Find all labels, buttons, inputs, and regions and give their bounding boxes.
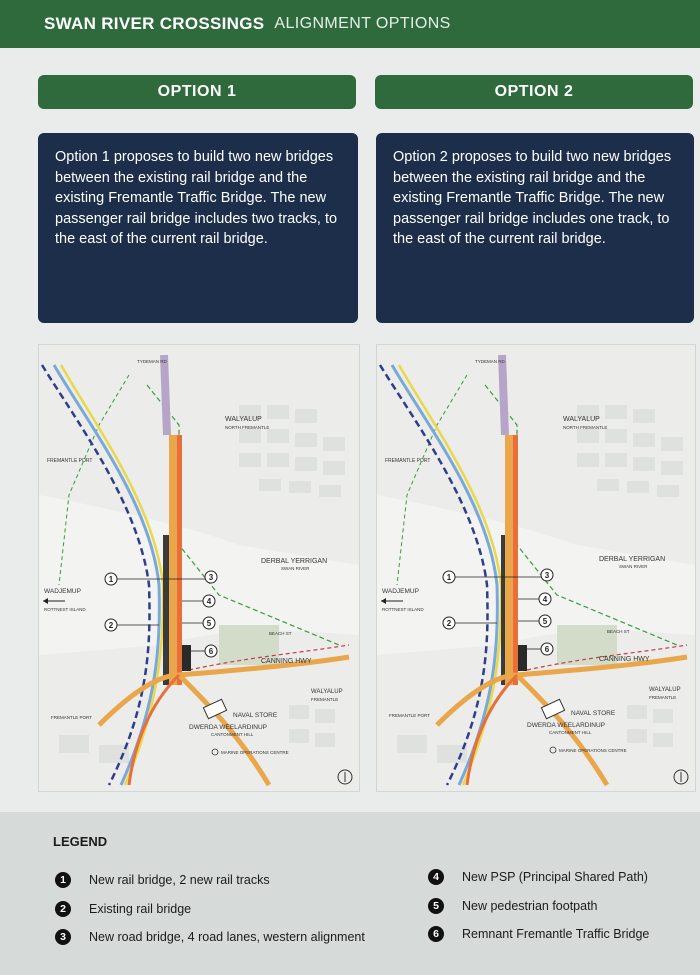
map2-marine-operations-centre: MARINE OPERATIONS CENTRE — [559, 748, 627, 753]
map1-fremantle-port-2: FREMANTLE PORT — [51, 715, 92, 720]
legend-item-6 — [428, 926, 649, 942]
map2-dwerda-weelardinup: DWERDA WEELARDINUP — [527, 722, 606, 729]
map2-fremantle: FREMANTLE — [649, 695, 677, 700]
map2-walyalup: WALYALUP — [563, 416, 600, 423]
legend-item-5 — [428, 898, 598, 914]
legend-number-6: 6 — [428, 926, 444, 942]
map1-wadjemup: WADJEMUP — [44, 588, 81, 595]
map1-tydeman-rd: TYDEMAN RD — [137, 359, 167, 364]
legend-panel — [0, 812, 700, 975]
legend-item-3 — [55, 929, 365, 945]
map2-rottnest-island: ROTTNEST ISLAND — [382, 607, 424, 612]
option-2-description: Option 2 proposes to build two new bridges between the existing rail bridge and the existing Fremantle Traffic Bridge. The new passenger rail bridge includes one track, to the east of the current rail bridge. — [376, 133, 694, 323]
map2-wadjemup: WADJEMUP — [382, 588, 419, 595]
page-subtitle: ALIGNMENT OPTIONS — [274, 15, 451, 32]
legend-number-5: 5 — [428, 898, 444, 914]
option-1-description: Option 1 proposes to build two new bridges between the existing rail bridge and the existing Fremantle Traffic Bridge. The new passenger rail bridge includes two tracks, to the east of the current rail bridge. — [38, 133, 358, 323]
legend-item-4 — [428, 869, 648, 885]
map2-tydeman-rd: TYDEMAN RD — [475, 359, 505, 364]
map2-derbal-yerrigan: DERBAL YERRIGAN — [599, 556, 666, 563]
map1-canning-hwy: CANNING HWY — [261, 658, 312, 665]
svg-text:3: 3 — [208, 573, 214, 582]
legend-number-3: 3 — [55, 929, 71, 945]
page-title: SWAN RIVER CROSSINGS — [44, 14, 265, 33]
legend-text-2: Existing rail bridge — [89, 902, 192, 916]
map1-fremantle-port: FREMANTLE PORT — [47, 458, 93, 464]
map1-marine-operations-centre: MARINE OPERATIONS CENTRE — [221, 750, 289, 755]
map1-beach-st: BEACH ST — [269, 631, 292, 636]
svg-text:5: 5 — [206, 619, 212, 628]
legend-title: LEGEND — [53, 834, 108, 849]
tab-option-2[interactable]: OPTION 2 — [375, 75, 693, 109]
legend-item-2 — [55, 901, 191, 917]
map1-fremantle: FREMANTLE — [311, 697, 339, 702]
map1-walyalup: WALYALUP — [225, 416, 262, 423]
map2-naval-store: NAVAL STORE — [571, 710, 616, 717]
legend-text-6: Remnant Fremantle Traffic Bridge — [462, 927, 650, 941]
svg-text:5: 5 — [542, 617, 548, 626]
svg-text:4: 4 — [542, 595, 548, 604]
legend-item-1 — [55, 872, 270, 888]
map2-swan-river: SWAN RIVER — [619, 564, 648, 569]
map1-naval-store: NAVAL STORE — [233, 712, 278, 719]
map2-cantonment-hill: CANTONMENT HILL — [549, 730, 592, 735]
legend-text-5: New pedestrian footpath — [462, 899, 598, 913]
legend-text-1: New rail bridge, 2 new rail tracks — [89, 873, 270, 887]
svg-text:4: 4 — [206, 597, 212, 606]
tab-option-1[interactable]: OPTION 1 — [38, 75, 356, 109]
option-1-map — [38, 344, 360, 792]
map1-dwerda-weelardinup: DWERDA WEELARDINUP — [189, 724, 268, 731]
legend-number-2: 2 — [55, 901, 71, 917]
svg-text:3: 3 — [544, 571, 550, 580]
svg-text:1: 1 — [446, 573, 452, 582]
svg-text:2: 2 — [446, 619, 452, 628]
map1-rottnest-island: ROTTNEST ISLAND — [44, 607, 86, 612]
legend-number-4: 4 — [428, 869, 444, 885]
map2-fremantle-port: FREMANTLE PORT — [385, 458, 431, 464]
option-2-map — [376, 344, 696, 792]
map2-fremantle-port-2: FREMANTLE PORT — [389, 713, 430, 718]
svg-text:6: 6 — [208, 647, 214, 656]
map1-cantonment-hill: CANTONMENT HILL — [211, 732, 254, 737]
legend-text-4: New PSP (Principal Shared Path) — [462, 870, 648, 884]
legend-number-1: 1 — [55, 872, 71, 888]
map1-walyalup-2: WALYALUP — [311, 689, 343, 695]
map1-swan-river: SWAN RIVER — [281, 566, 310, 571]
svg-text:2: 2 — [108, 621, 114, 630]
page-header — [0, 0, 700, 48]
svg-text:6: 6 — [544, 645, 550, 654]
map2-beach-st: BEACH ST — [607, 629, 630, 634]
map1-derbal-yerrigan: DERBAL YERRIGAN — [261, 558, 328, 565]
map2-north-fremantle: NORTH FREMANTLE — [563, 425, 608, 430]
map2-walyalup-2: WALYALUP — [649, 687, 681, 693]
svg-text:1: 1 — [108, 575, 114, 584]
legend-text-3: New road bridge, 4 road lanes, western alignment — [89, 930, 365, 944]
map1-north-fremantle: NORTH FREMANTLE — [225, 425, 270, 430]
map2-canning-hwy: CANNING HWY — [599, 656, 650, 663]
